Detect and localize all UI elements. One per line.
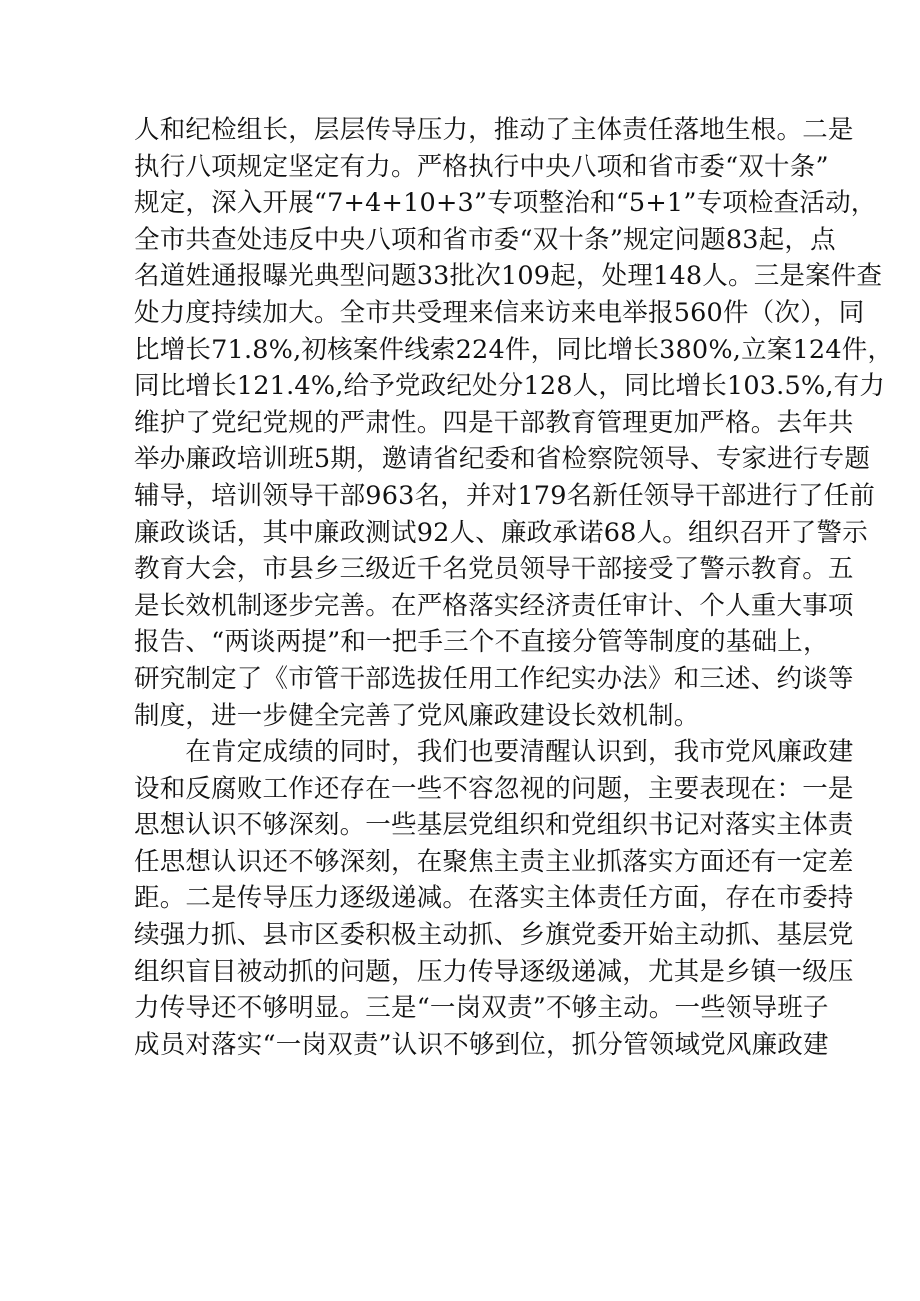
text-line: 是长效机制逐步完善。在严格落实经济责任审计、个人重大事项 (134, 590, 854, 621)
text-line: 处力度持续加大。全市共受理来信来访来电举报560件（次），同 (134, 297, 865, 328)
text-line: 组织盲目被动抓的问题，压力传导逐级递减，尤其是乡镇一级压 (134, 956, 854, 987)
text-line: 廉政谈话，其中廉政测试92人、廉政承诺68人。组织召开了警示 (134, 517, 868, 548)
text-line: 报告、“两谈两提”和一把手三个不直接分管等制度的基础上， (134, 627, 829, 658)
text-line: 设和反腐败工作还存在一些不容忽视的问题，主要表现在：一是 (134, 773, 854, 804)
text-line: 全市共查处违反中央八项和省市委“双十条”规定问题83起，点 (134, 224, 836, 255)
text-line: 比增长71.8%,初核案件线索224件，同比增长380%,立案124件， (134, 334, 894, 365)
text-line: 规定，深入开展“7+4+10+3”专项整治和“5+1”专项检查活动， (134, 188, 877, 219)
text-line: 思想认识不够深刻。一些基层党组织和党组织书记对落实主体责 (134, 810, 854, 841)
paragraph-1 (134, 112, 894, 734)
text-line: 人和纪检组长，层层传导压力，推动了主体责任落地生根。二是 (134, 115, 854, 145)
text-line: 成员对落实“一岗双责”认识不够到位，抓分管领域党风廉政建 (134, 1029, 829, 1060)
text-line: 同比增长121.4%,给予党政纪处分128人，同比增长103.5%,有力 (134, 371, 886, 402)
text-line: 名道姓通报曝光典型问题33批次109起，处理148人。三是案件查 (134, 261, 883, 292)
text-line: 续强力抓、县市区委积极主动抓、乡旗党委开始主动抓、基层党 (134, 920, 854, 951)
text-line: 距。二是传导压力逐级递减。在落实主体责任方面，存在市委持 (134, 883, 854, 914)
body-text (134, 112, 894, 1063)
text-line: 执行八项规定坚定有力。严格执行中央八项和省市委“双十条” (134, 151, 829, 182)
text-line: 在肯定成绩的同时，我们也要清醒认识到，我市党风廉政建 (134, 737, 854, 768)
text-line: 研究制定了《市管干部选拔任用工作纪实办法》和三述、约谈等 (134, 663, 854, 694)
text-line: 制度，进一步健全完善了党风廉政建设长效机制。 (134, 700, 700, 731)
text-line: 力传导还不够明显。三是“一岗双责”不够主动。一些领导班子 (134, 993, 829, 1024)
text-line: 举办廉政培训班5期，邀请省纪委和省检察院领导、专家进行专题 (134, 444, 871, 475)
text-line: 维护了党纪党规的严肃性。四是干部教育管理更加严格。去年共 (134, 407, 854, 438)
text-line: 任思想认识还不够深刻，在聚焦主责主业抓落实方面还有一定差 (134, 846, 854, 877)
text-line: 教育大会，市县乡三级近千名党员领导干部接受了警示教育。五 (134, 554, 854, 585)
text-line: 辅导，培训领导干部963名，并对179名新任领导干部进行了任前 (134, 480, 876, 511)
paragraph-2 (134, 734, 854, 1063)
